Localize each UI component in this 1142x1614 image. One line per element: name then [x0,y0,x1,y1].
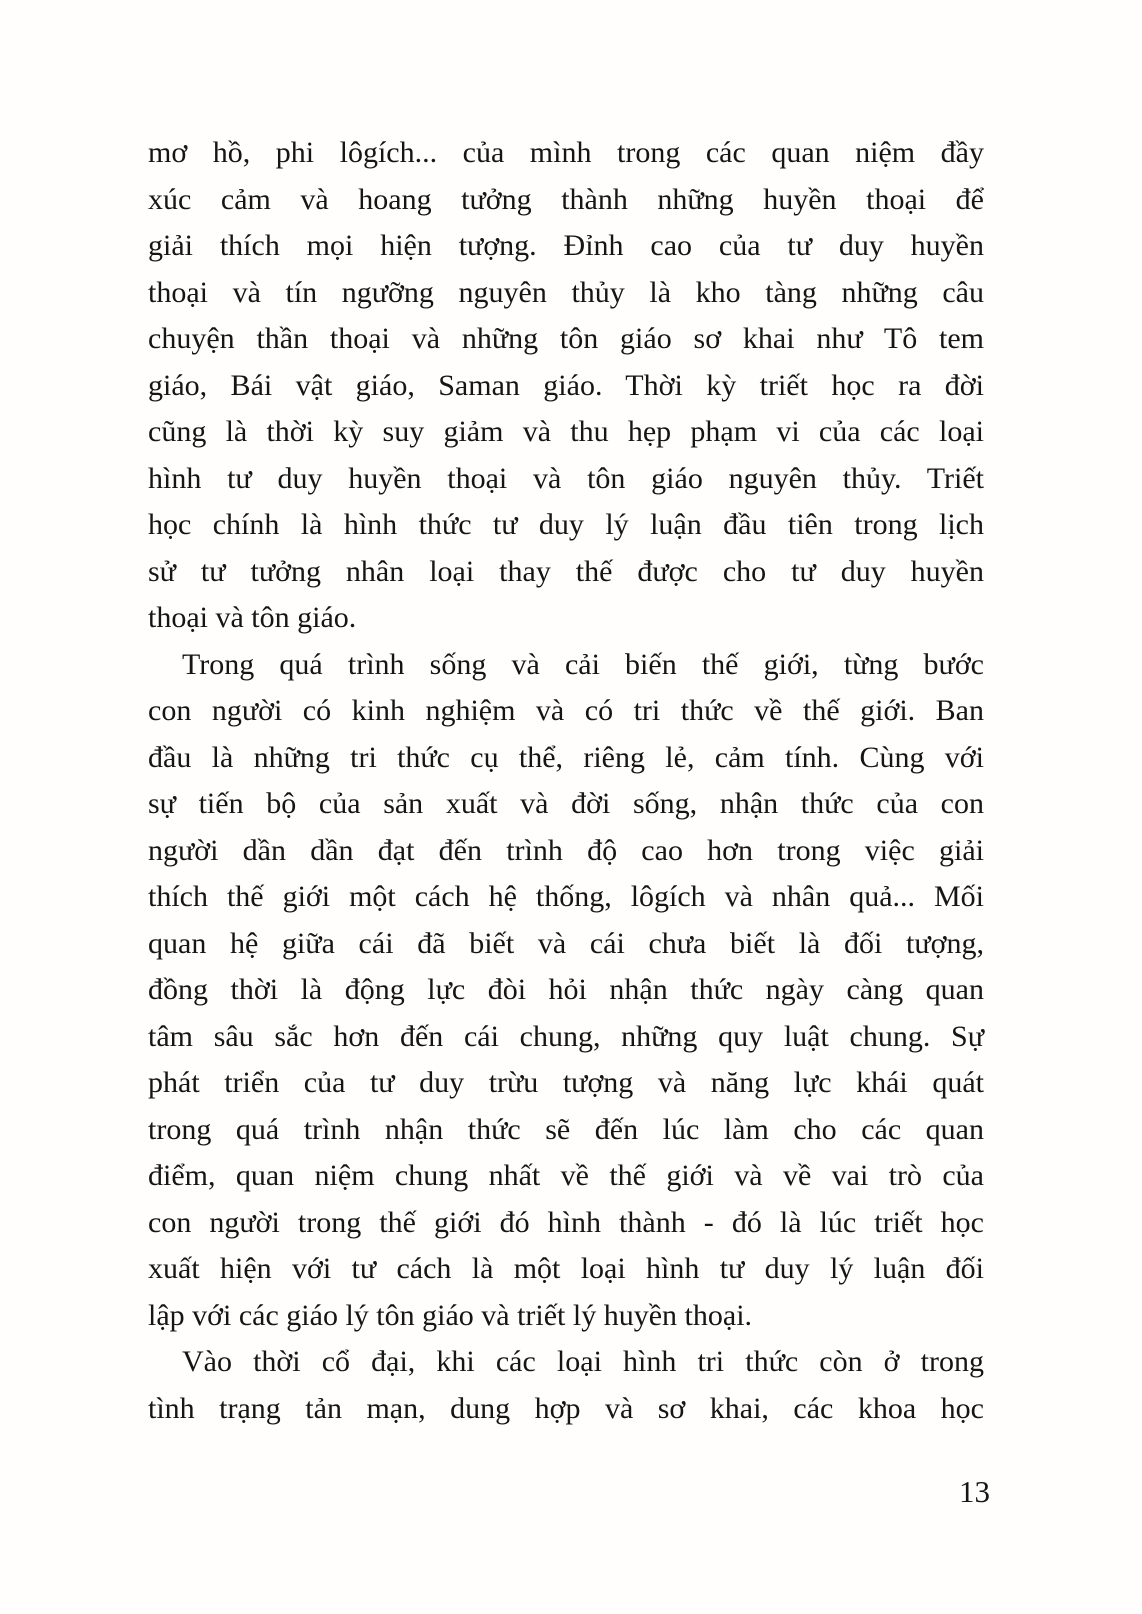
text-line: giáo, Bái vật giáo, Saman giáo. Thời kỳ triết học ra đời [148,368,984,402]
text-line: cũng là thời kỳ suy giảm và thu hẹp phạm vi của các loại [148,415,984,448]
text-line: đồng thời là động lực đòi hỏi nhận thức ngày càng quan [148,973,984,1006]
text-line: sự tiến bộ của sản xuất và đời sống, nhận thức của con [148,787,984,820]
paragraph [148,1339,984,1432]
text-line: quan hệ giữa cái đã biết và cái chưa biết là đối tượng, [148,926,984,960]
text-line: thoại và tôn giáo. [148,601,357,634]
text-line: người dần dần đạt đến trình độ cao hơn trong việc giải [148,833,984,867]
text-line: con người có kinh nghiệm và có tri thức về thế giới. Ban [148,694,984,727]
text-line: Trong quá trình sống và cải biến thế giới, từng bước [182,647,984,681]
text-line: giải thích mọi hiện tượng. Đỉnh cao của tư duy huyền [148,229,984,262]
text-line: xúc cảm và hoang tưởng thành những huyền thoại để [148,182,984,216]
text-line: đầu là những tri thức cụ thể, riêng lẻ, cảm tính. Cùng với [148,740,984,774]
paragraph [148,130,984,642]
text-line: chuyện thần thoại và những tôn giáo sơ khai như Tô tem [148,322,984,355]
text-line: mơ hồ, phi lôgích... của mình trong các quan niệm đầy [148,136,984,169]
paragraph [148,642,984,1340]
text-line: con người trong thế giới đó hình thành - đó là lúc triết học [148,1205,984,1239]
text-line: hình tư duy huyền thoại và tôn giáo nguyên thủy. Triết [148,461,984,495]
text-line: học chính là hình thức tư duy lý luận đầu tiên trong lịch [148,508,984,541]
body-text [148,130,984,1432]
text-line: thoại và tín ngưỡng nguyên thủy là kho tàng những câu [148,275,984,309]
text-line: xuất hiện với tư cách là một loại hình tư duy lý luận đối [148,1252,984,1285]
text-line: Vào thời cổ đại, khi các loại hình tri thức còn ở trong [182,1345,984,1378]
text-line: trong quá trình nhận thức sẽ đến lúc làm cho các quan [148,1112,984,1146]
page-number: 13 [959,1474,990,1509]
text-line: phát triển của tư duy trừu tượng và năng lực khái quát [148,1066,984,1099]
text-line: tâm sâu sắc hơn đến cái chung, những quy luật chung. Sự [148,1019,984,1053]
text-line: tình trạng tản mạn, dung hợp và sơ khai, các khoa học [148,1391,984,1425]
text-line: thích thế giới một cách hệ thống, lôgích và nhân quả... Mối [148,880,984,913]
text-line: sử tư tưởng nhân loại thay thế được cho tư duy huyền [148,554,984,588]
text-line: điểm, quan niệm chung nhất về thế giới và về vai trò của [148,1159,984,1192]
text-line: lập với các giáo lý tôn giáo và triết lý huyền thoại. [148,1298,753,1332]
